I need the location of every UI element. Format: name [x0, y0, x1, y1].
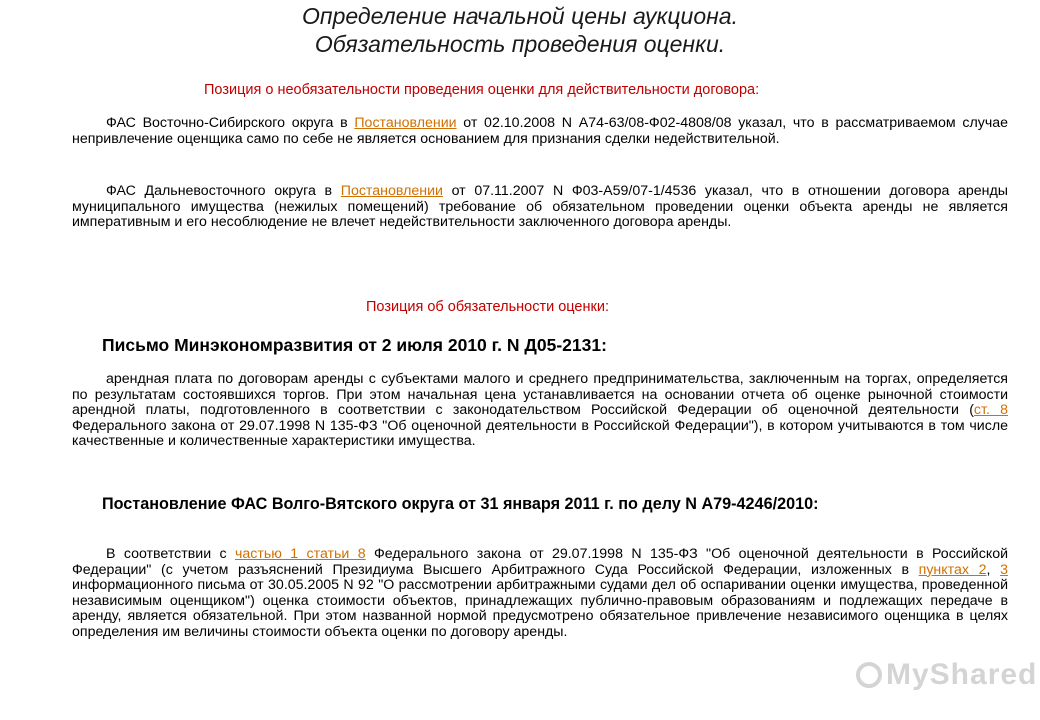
title-line-1: Определение начальной цены аукциона. [302, 3, 738, 29]
paragraph-ministry-letter [72, 372, 1008, 450]
ministry-letter-heading: Письмо Минэкономразвития от 2 июля 2010 г. N Д05-2131: [102, 335, 607, 355]
p4-text-before: В соответствии с [106, 546, 235, 562]
volga-vyatka-resolution-heading: Постановление ФАС Волго-Вятского округа от 31 января 2011 г. по делу N А79-4246/2010: [102, 495, 819, 513]
p2-text-after: от 07.11.2007 N Ф03-А59/07-1/4536 указал, что в отношении договора аренды муниципального имущества (нежилых помещений) требование об обязательном проведении оценки объекта аренды не является императивным и его несоблюдение не влечет недействительности заключенного договора аренды. [72, 183, 1008, 231]
p2-resolution-link[interactable]: Постановлении [340, 183, 443, 199]
p4-items-link[interactable]: пунктах 2 [918, 561, 987, 578]
p2-text-before: ФАС Дальневосточного округа в [106, 183, 341, 199]
p3-article-link[interactable]: ст. 8 [973, 402, 1008, 419]
p4-item-3-link[interactable]: 3 [1000, 561, 1008, 578]
watermark-text: MyShared [886, 658, 1038, 691]
p1-resolution-link[interactable]: Постановлении [354, 115, 457, 131]
p4-article-part-link[interactable]: частью 1 статьи 8 [234, 546, 366, 562]
p4-text-mid: Федерального закона от 29.07.1998 N 135-ФЗ "Об оценочной деятельности в Российской Федерации" (с учетом разъяснений Президиума Высшего Арбитражного Суда Российской Федерации, изложенных в [72, 546, 1009, 578]
mandatory-position-heading: Позиция об обязательности оценки: [366, 299, 609, 315]
p3-text-after: Федерального закона от 29.07.1998 N 135-ФЗ "Об оценочной деятельности в Российской Федерации"), в котором учитываются в том числе качественные и количественные характеристики имущества. [72, 417, 1008, 450]
paragraph-volga-vyatka [72, 547, 1008, 641]
paragraph-east-siberian [72, 116, 1008, 147]
p4-text-after: информационного письма от 30.05.2005 N 92 "О рассмотрении арбитражными судами дел об оспаривании оценки имущества, проведенной независимым оценщиком") оценка стоимости объектов, принадлежащих публично-правовым образованиям и подлежащих передаче в аренду, является обязательной. При этом названной нормой предусмотрено обязательное привлечение независимого оценщика в целях определения им величины стоимости объекта оценки по договору аренды. [72, 577, 1008, 640]
p3-text-before: арендная плата по договорам аренды с субъектами малого и среднего предпринимательства, заключенным на торгах, определяется по результатам состоявшихся торгов. При этом начальная цена устанавливается на основании отчета об оценке рыночной стоимости арендной платы, подготовленного в соответствии с законодательством Российской Федерации об оценочной деятельности ( [72, 371, 1008, 419]
slide-title [0, 2, 1040, 58]
optional-position-heading: Позиция о необязательности проведения оценки для действительности договора: [204, 82, 760, 98]
title-line-2: Обязательность проведения оценки. [314, 31, 726, 57]
p1-text-before: ФАС Восточно-Сибирского округа в [106, 115, 355, 131]
p4-separator: , [986, 561, 1001, 578]
watermark-icon [856, 662, 882, 688]
paragraph-far-eastern [72, 184, 1008, 231]
watermark-logo [856, 658, 1037, 692]
p1-text-after: от 02.10.2008 N А74-63/08-Ф02-4808/08 указал, что в рассматриваемом случае непривлечение оценщика само по себе не является основанием для признания сделки недействительной. [72, 115, 1008, 147]
